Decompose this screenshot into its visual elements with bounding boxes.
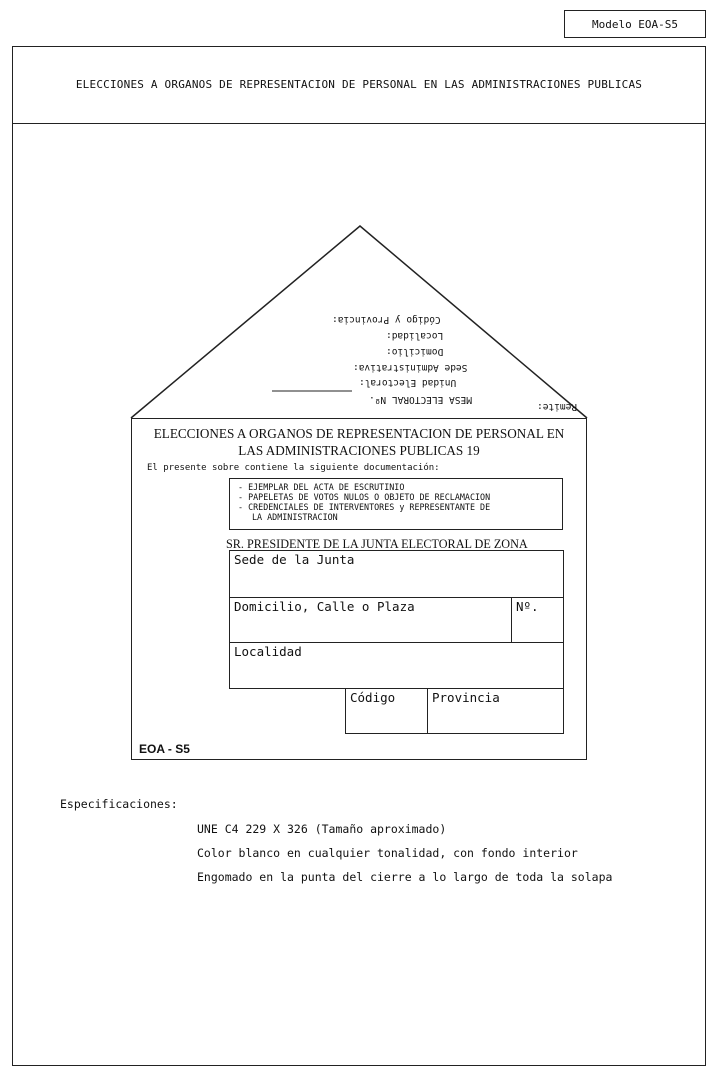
spec-line: Color blanco en cualquier tonalidad, con fondo interior <box>197 846 578 860</box>
flap-domicilio: Domicilio: <box>386 346 444 357</box>
flap-mesa: MESA ELECTORAL Nº. <box>369 394 472 405</box>
field-codigo: Código <box>345 688 428 734</box>
document-item: LA ADMINISTRACION <box>252 512 338 522</box>
addressee-line: SR. PRESIDENTE DE LA JUNTA ELECTORAL DE ZONA <box>226 537 528 551</box>
envelope-title-line1: ELECCIONES A ORGANOS DE REPRESENTACION DE PERSONAL EN <box>153 426 565 441</box>
document-list <box>229 478 563 530</box>
envelope-title-line2: LAS ADMINISTRACIONES PUBLICAS 19 <box>238 443 480 458</box>
envelope-title <box>136 425 582 459</box>
form-header-title: ELECCIONES A ORGANOS DE REPRESENTACION DE PERSONAL EN LAS ADMINISTRACIONES PUBLICAS <box>12 46 706 124</box>
flap-remite: Remite: <box>537 401 578 412</box>
flap-unidad: Unidad Electoral: <box>359 377 457 388</box>
envelope-intro: El presente sobre contiene la siguiente documentación: <box>147 463 440 473</box>
flap-localidad: Localidad: <box>386 330 444 341</box>
document-item: - CREDENCIALES DE INTERVENTORES y REPRESENTANTE DE <box>238 502 491 512</box>
document-item: - EJEMPLAR DEL ACTA DE ESCRUTINIO <box>238 482 405 492</box>
field-sede-junta: Sede de la Junta <box>229 550 564 598</box>
flap-codigo-provincia: Código y Provincia: <box>332 314 441 325</box>
field-domicilio: Domicilio, Calle o Plaza <box>229 597 512 643</box>
spec-line: UNE C4 229 X 326 (Tamaño aproximado) <box>197 822 447 836</box>
field-numero: Nº. <box>511 597 564 643</box>
document-item: - PAPELETAS DE VOTOS NULOS O OBJETO DE RECLAMACION <box>238 492 491 502</box>
field-provincia: Provincia <box>427 688 564 734</box>
flap-sede: Sede Administrativa: <box>353 362 468 373</box>
spec-line: Engomado en la punta del cierre a lo largo de toda la solapa <box>197 870 613 884</box>
model-label: Modelo EOA-S5 <box>564 10 706 38</box>
envelope-code: EOA - S5 <box>139 742 190 756</box>
specifications-label: Especificaciones: <box>60 797 178 811</box>
field-localidad: Localidad <box>229 642 564 689</box>
